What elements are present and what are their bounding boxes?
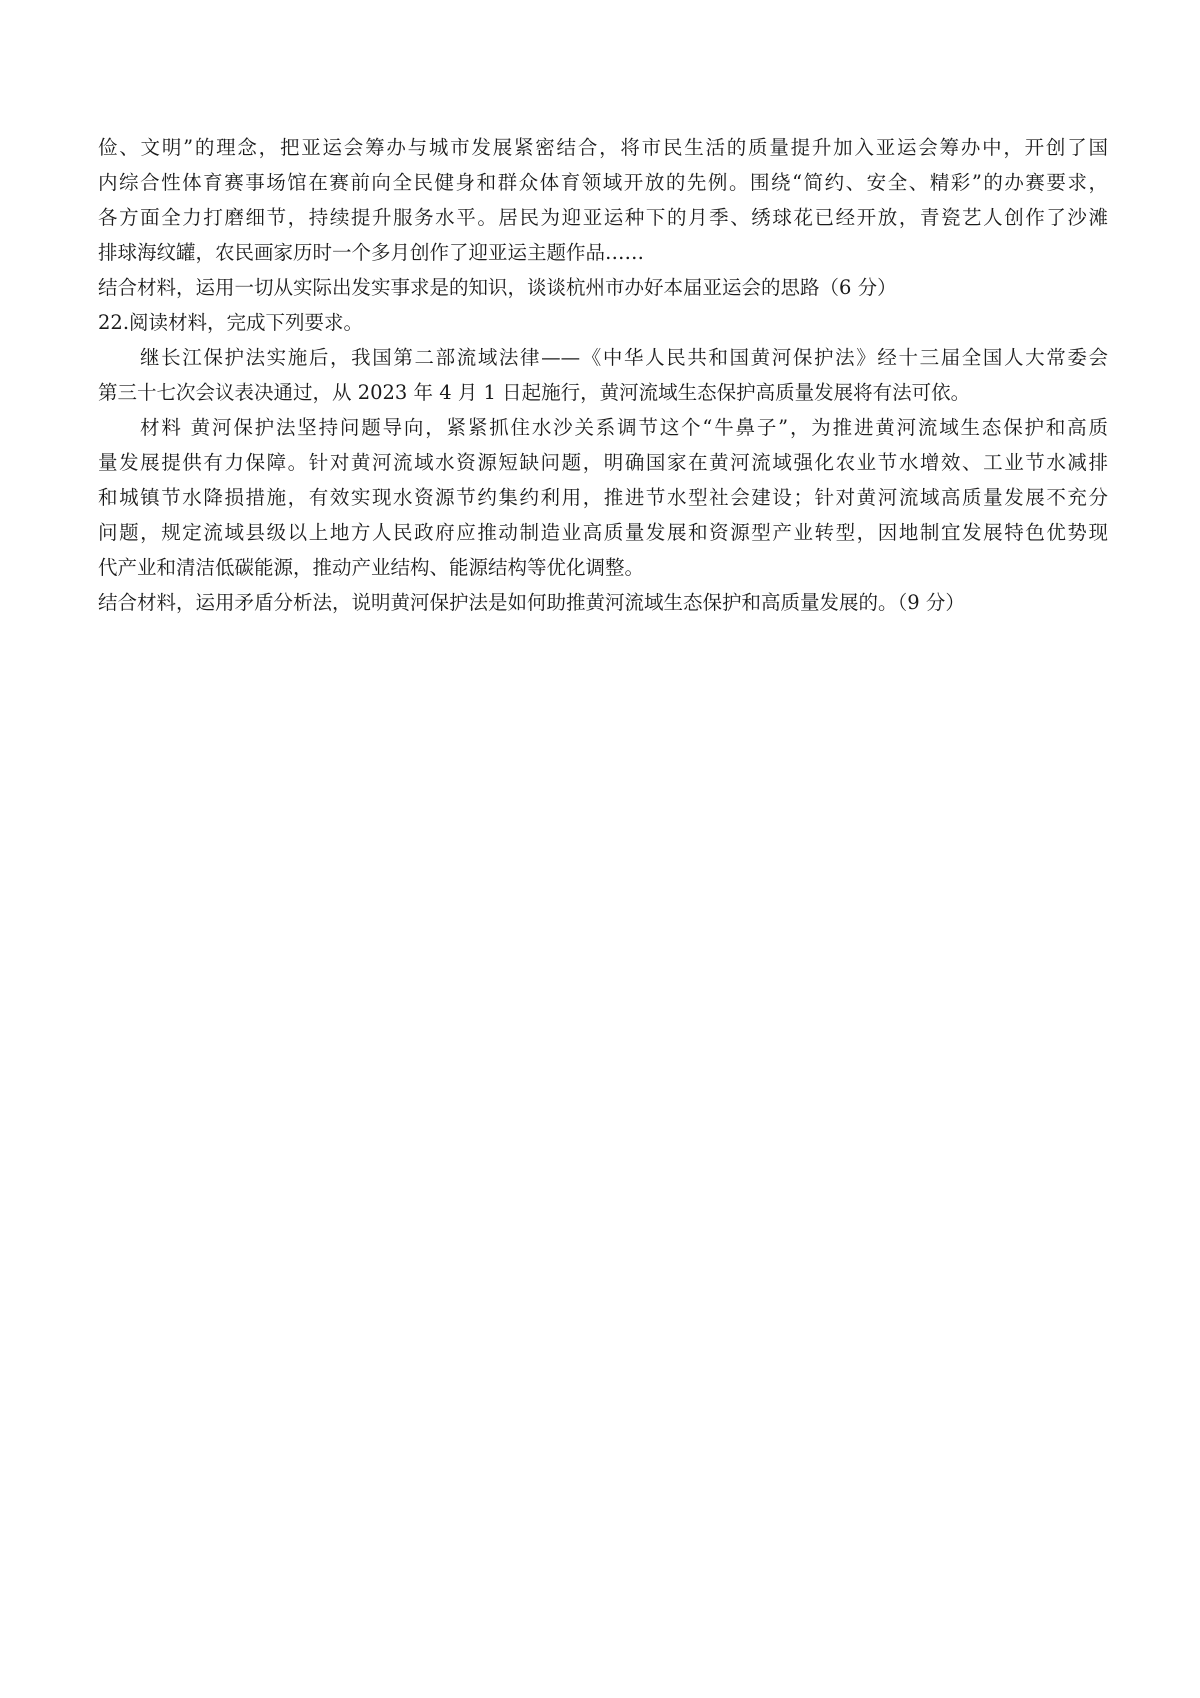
q22-material-line-4: 问题，规定流域县级以上地方人民政府应推动制造业高质量发展和资源型产业转型，因地制宜发展特色优势现 bbox=[98, 521, 1108, 544]
document-page bbox=[98, 130, 1108, 620]
q22-material-line-3: 和城镇节水降损措施，有效实现水资源节约集约利用，推进节水型社会建设；针对黄河流域高质量发展不充分 bbox=[98, 486, 1108, 509]
q22-intro bbox=[98, 340, 1108, 410]
q22-intro-line-1: 继长江保护法实施后，我国第二部流域法律——《中华人民共和国黄河保护法》经十三届全国人大常委会 bbox=[140, 346, 1108, 369]
q21-paragraph-line-3: 各方面全力打磨细节，持续提升服务水平。居民为迎亚运种下的月季、绣球花已经开放，青瓷艺人创作了沙滩 bbox=[98, 206, 1108, 229]
q21-paragraph bbox=[98, 130, 1108, 270]
q21-paragraph-line-1: 俭、文明”的理念，把亚运会筹办与城市发展紧密结合，将市民生活的质量提升加入亚运会筹办中，开创了国 bbox=[98, 136, 1108, 159]
q22-heading: 22.阅读材料，完成下列要求。 bbox=[98, 311, 364, 334]
q21-paragraph-line-4: 排球海纹罐，农民画家历时一个多月创作了迎亚运主题作品…… bbox=[98, 241, 645, 264]
q22-question: 结合材料，运用矛盾分析法，说明黄河保护法是如何助推黄河流域生态保护和高质量发展的。（9 分） bbox=[98, 591, 965, 614]
q21-paragraph-line-2: 内综合性体育赛事场馆在赛前向全民健身和群众体育领域开放的先例。围绕“简约、安全、精彩”的办赛要求， bbox=[98, 171, 1108, 194]
q22-material bbox=[98, 410, 1108, 585]
q21-question: 结合材料，运用一切从实际出发实事求是的知识，谈谈杭州市办好本届亚运会的思路（6 分） bbox=[98, 276, 897, 299]
q22-material-line-1: 材料 黄河保护法坚持问题导向，紧紧抓住水沙关系调节这个“牛鼻子”，为推进黄河流域生态保护和高质 bbox=[140, 416, 1108, 439]
q22-material-line-2: 量发展提供有力保障。针对黄河流域水资源短缺问题，明确国家在黄河流域强化农业节水增效、工业节水减排 bbox=[98, 451, 1108, 474]
q22-intro-line-2: 第三十七次会议表决通过，从 2023 年 4 月 1 日起施行，黄河流域生态保护高质量发展将有法可依。 bbox=[98, 381, 971, 404]
q22-material-line-5: 代产业和清洁低碳能源，推动产业结构、能源结构等优化调整。 bbox=[98, 556, 645, 579]
